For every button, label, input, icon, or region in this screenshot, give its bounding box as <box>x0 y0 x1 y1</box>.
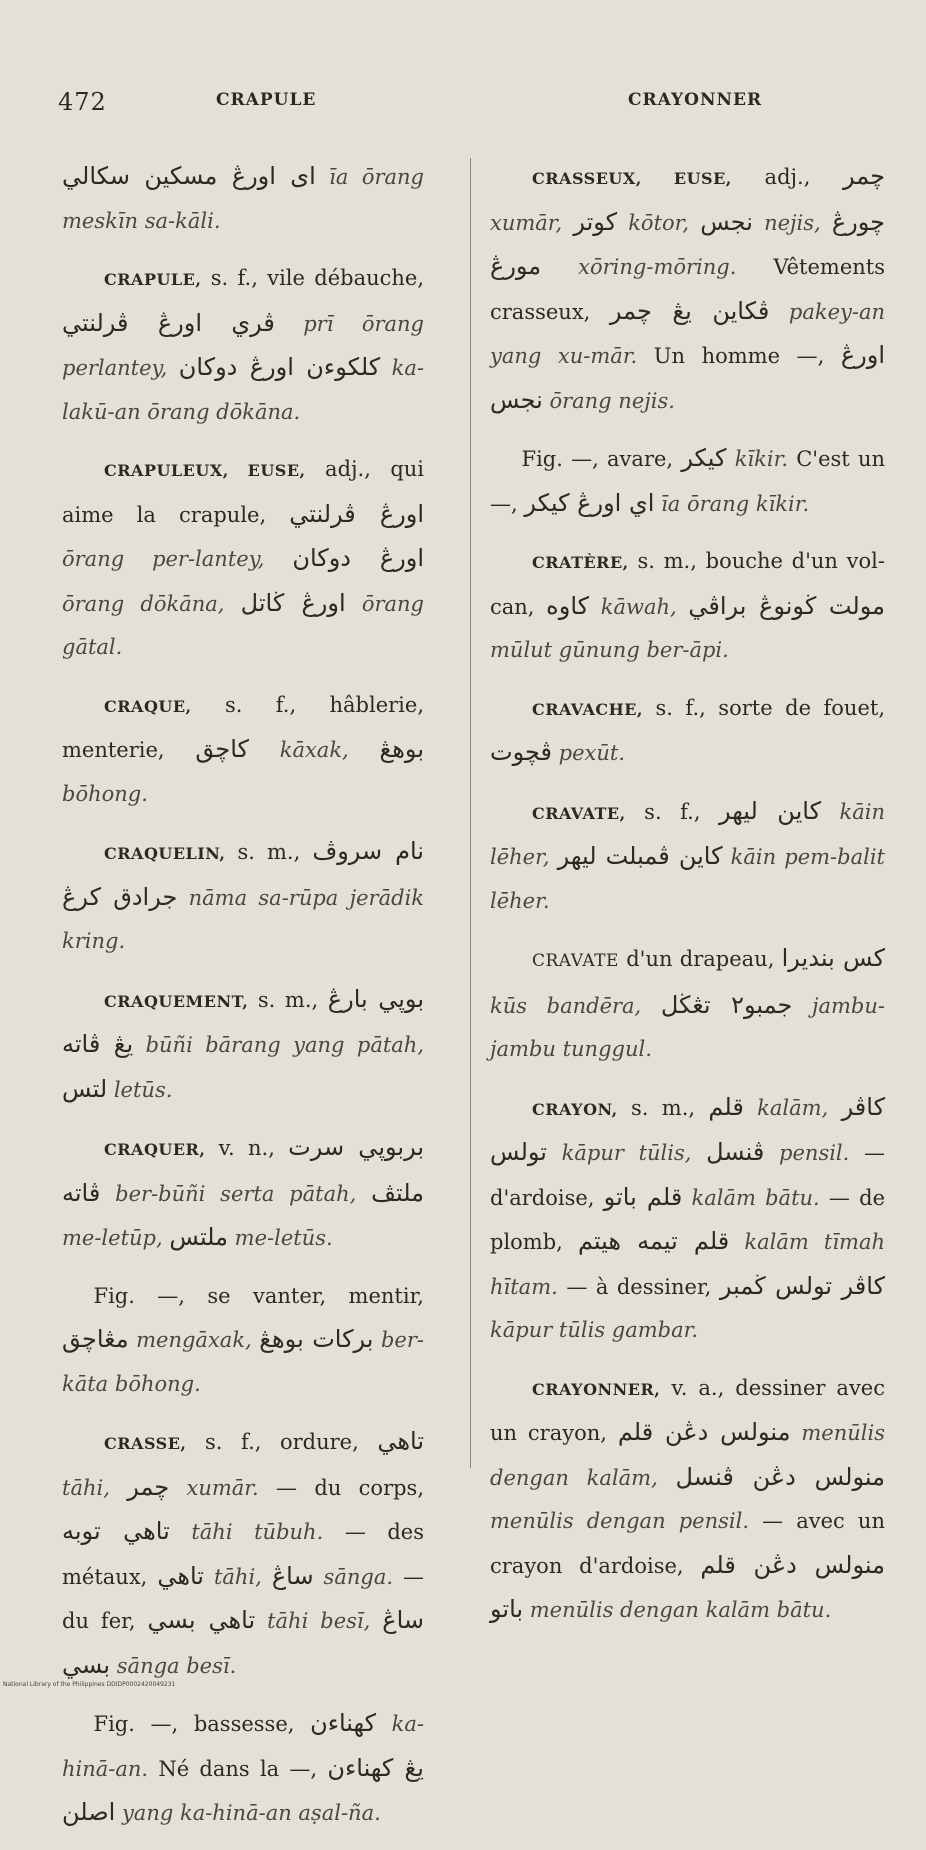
arabic-text: ملتڤ <box>371 1178 424 1207</box>
transliteration: nejis, <box>752 210 832 235</box>
arabic-text: ساڠ <box>271 1561 314 1590</box>
headword: CRAYONNER, <box>532 1379 661 1399</box>
right-guide-word: CRAYONNER <box>628 90 763 110</box>
definition-text: s. f., hâblerie, menterie, <box>62 692 424 762</box>
arabic-text: تاهي <box>377 1427 424 1455</box>
definition-text: — à dessiner, <box>566 1274 720 1299</box>
arabic-text: مڠاچق <box>62 1325 129 1353</box>
arabic-text: تاهي بسي <box>147 1606 256 1634</box>
arabic-text: بركات بوهڠ <box>259 1325 374 1353</box>
arabic-text: قلم <box>708 1092 744 1121</box>
transliteration: ōrang nejis. <box>542 388 675 413</box>
transliteration: tāhi, <box>62 1475 128 1500</box>
transliteration: prī ōrang perlantey, <box>62 311 424 380</box>
transliteration: kāxak, <box>248 738 380 762</box>
transliteration: būñi bārang yang pātah, <box>133 1033 424 1057</box>
page-number: 472 <box>58 88 107 116</box>
headword: CRAQUE, <box>104 696 192 716</box>
transliteration: īa ōrang meskīn sa-kāli. <box>62 165 424 233</box>
transliteration: kōtor, <box>617 210 701 235</box>
transliteration: ōrang gātal. <box>62 591 424 659</box>
entry-crayon <box>490 1086 885 1353</box>
arabic-text: بوهڠ <box>379 735 425 763</box>
arabic-text: نجس <box>700 207 753 236</box>
headword: CRAVACHE, <box>532 699 643 719</box>
headword: CRAQUEMENT, <box>104 991 249 1011</box>
definition-text: Fig. —, bassesse, <box>93 1712 311 1736</box>
right-column <box>490 155 885 1647</box>
headword: CRAVATE <box>532 951 619 971</box>
transliteration: tāhi tūbuh. <box>169 1520 345 1544</box>
arabic-text: ملتس <box>169 1223 228 1251</box>
transliteration: pexūt. <box>551 741 625 765</box>
definition-text: v. a., dessiner avec un crayon, <box>490 1375 885 1445</box>
definition-text: — du corps, <box>276 1475 425 1500</box>
definition-text: s. m., bouche d'un vol-can, <box>490 549 885 619</box>
headword: CRAYON, <box>532 1099 618 1119</box>
definition-text: — de plomb, <box>490 1185 885 1254</box>
entry-continuation <box>62 155 424 243</box>
transliteration: kāwah, <box>589 594 689 619</box>
transliteration: pensil. <box>764 1141 864 1165</box>
definition-text: Fig. —, avare, <box>521 447 682 471</box>
entry-craquement <box>62 978 424 1113</box>
arabic-text: لتس <box>62 1074 108 1103</box>
transliteration: xumār, <box>490 210 574 235</box>
headword: CRAQUER, <box>104 1140 206 1159</box>
definition-text: s. f., <box>625 799 719 824</box>
headword: CRASSEUX, EUSE, <box>532 169 732 188</box>
entry-craquer-figurative <box>62 1275 424 1407</box>
definition-text: s. m., <box>225 840 313 864</box>
headword: CRAVATE, <box>532 803 626 823</box>
transliteration: kūs bandēra, <box>490 993 661 1018</box>
transliteration: sānga besī. <box>110 1653 237 1678</box>
transliteration: me-letūs. <box>227 1226 333 1250</box>
entry-craque <box>62 684 424 817</box>
arabic-text: كاين ليهر <box>719 796 821 825</box>
arabic-text: جمبو٢ تڠڬل <box>660 990 793 1019</box>
transliteration: ka-lakū-an ōrang dōkāna. <box>62 356 424 424</box>
transliteration: tāhi, <box>203 1564 272 1589</box>
arabic-text: اورڠ نجس <box>490 341 885 414</box>
transliteration: kāin lēher, <box>490 799 885 869</box>
entry-crasse <box>62 1420 424 1688</box>
transliteration: kāpur tūlis gambar. <box>490 1318 699 1342</box>
definition-text: — avec un crayon d'ardoise, <box>490 1509 885 1578</box>
transliteration: mūlut gūnung ber-āpi. <box>490 638 729 662</box>
transliteration: menūlis dengan pensil. <box>490 1509 763 1533</box>
entry-cratere <box>490 540 885 673</box>
headword: CRATÈRE, <box>532 553 629 572</box>
arabic-text: كاوه <box>546 591 590 620</box>
arabic-text: منولس دڠن قلم <box>617 1418 791 1446</box>
transliteration: kalām tīmah hītam. <box>490 1230 885 1299</box>
transliteration: kāin pem-balit lēher. <box>490 845 885 913</box>
transliteration: jambu-jambu tunggul. <box>490 993 885 1061</box>
transliteration: ōrang per-lantey, <box>62 547 293 571</box>
transliteration: bōhong. <box>62 781 148 806</box>
definition-text: Fig. —, se vanter, mentir, <box>93 1283 424 1308</box>
transliteration: kāpur tūlis, <box>547 1141 707 1165</box>
entry-cravache <box>490 687 885 776</box>
definition-text: s. f., sorte de fouet, <box>642 695 885 720</box>
definition-text: v. n., <box>205 1136 289 1160</box>
arabic-text: اورڠ ڬاتل <box>240 588 346 617</box>
arabic-text: كلكوءن اورڠ دوكان <box>178 353 381 381</box>
definition-text: d'un drapeau, <box>618 947 782 971</box>
definition-text: — d'ardoise, <box>490 1141 885 1210</box>
arabic-text: ڤچوت <box>490 738 552 766</box>
entry-cravate-drapeau <box>490 937 885 1072</box>
arabic-text: كاڤر تولس <box>490 1092 886 1166</box>
definition-text: adj., <box>731 165 844 189</box>
transliteration: sānga. <box>313 1564 403 1589</box>
transliteration: xōring-mōring. <box>541 255 774 279</box>
arabic-text: مولت ڬونوڠ براڤي <box>688 591 885 620</box>
transliteration: me-letūp, <box>62 1226 170 1250</box>
entry-crapuleux <box>62 448 424 670</box>
arabic-text: چمر <box>843 162 885 190</box>
definition-text: Vêtements crasseux, <box>490 255 885 324</box>
arabic-text: كاين ڤمبلت ليهر <box>557 842 723 870</box>
left-guide-word: CRAPULE <box>216 90 317 110</box>
arabic-text: يڠ كهناءن اصلن <box>62 1753 424 1826</box>
arabic-text: منولس دڠن قلم باتو <box>490 1550 885 1623</box>
column-divider <box>470 158 471 1468</box>
transliteration: kīkir. <box>726 447 797 471</box>
headword: CRAQUELIN, <box>104 844 226 863</box>
transliteration: mengāxak, <box>128 1328 260 1352</box>
definition-text: adj., qui aime la crapule, <box>62 457 425 527</box>
transliteration: kalām bātu. <box>682 1185 829 1210</box>
arabic-text: منولس دڠن ڤنسل <box>675 1462 885 1491</box>
entry-cravate <box>490 790 885 924</box>
arabic-text: ڤري اورڠ ڤرلنتي <box>62 308 275 337</box>
entry-craquer <box>62 1126 424 1261</box>
arabic-text: كيكر <box>681 444 727 472</box>
arabic-text: كاڤر تولس ڬمبر <box>719 1271 886 1300</box>
definition-text: s. f., ordure, <box>186 1430 378 1454</box>
definition-text: — du fer, <box>62 1564 424 1633</box>
definition-text: — des métaux, <box>62 1520 425 1589</box>
arabic-text: كوتر <box>573 207 618 236</box>
definition-text: s. m., <box>248 987 328 1012</box>
entry-crapule <box>62 257 424 434</box>
headword: CRAPULE, <box>104 270 202 289</box>
arabic-text: نام سروڤ جرادق كرڠ <box>62 837 424 911</box>
entry-crasseux-figurative <box>490 437 885 526</box>
transliteration: xumār. <box>169 1475 277 1500</box>
arabic-text: اورڠ دوكان <box>292 544 424 572</box>
entry-crasse-figurative <box>62 1702 424 1836</box>
arabic-text: ڤكاين يڠ چمر <box>609 296 770 325</box>
arabic-text: كاچق <box>195 735 249 763</box>
arabic-text: بربوڽي سرت ڤاته <box>62 1133 424 1207</box>
definition-text: C'est un —, <box>490 447 885 516</box>
transliteration: yang ka-hinā-an aṣal-ña. <box>115 1801 381 1825</box>
transliteration: nāma sa-rūpa jerādik kring. <box>62 885 425 953</box>
arabic-text: ای اورڠ مسكين سكالي <box>62 162 316 190</box>
arabic-text: قلم تيمه هيتم <box>577 1227 730 1255</box>
arabic-text: چمر <box>127 1472 170 1501</box>
definition-text: Un homme —, <box>653 344 841 368</box>
headword: CRAPULEUX, EUSE, <box>104 461 306 480</box>
arabic-text: كهناءن <box>310 1709 377 1737</box>
entry-crasseux <box>490 155 885 423</box>
transliteration: tāhi besī, <box>255 1609 383 1633</box>
left-column <box>62 155 424 1850</box>
entry-crayonner <box>490 1367 885 1633</box>
transliteration: menūlis dengan kalām, <box>490 1421 885 1490</box>
arabic-text: تاهي توبه <box>62 1517 170 1545</box>
arabic-text: بوڽي بارڠ يڠ ڤاته <box>62 984 424 1058</box>
arabic-text: اورڠ ڤرلنتي <box>289 499 424 528</box>
headword: CRASSE, <box>104 1434 187 1453</box>
transliteration: ber-būñi serta pātah, <box>100 1181 372 1206</box>
transliteration: ka-hinā-an. <box>62 1712 424 1781</box>
arabic-text: تاهي <box>157 1561 204 1590</box>
transliteration: letūs. <box>107 1077 173 1102</box>
definition-text: s. m., <box>617 1095 709 1120</box>
transliteration: ōrang dōkāna, <box>62 591 241 616</box>
page-header <box>58 88 763 118</box>
arabic-text: اي اورڠ كيكر <box>524 488 655 517</box>
entry-craquelin <box>62 830 424 964</box>
transliteration: kalām, <box>743 1095 842 1120</box>
library-watermark: National Library of the Philippines DDIDP0002420049231 <box>3 1681 176 1688</box>
arabic-text: كس بنديرا <box>781 944 885 972</box>
arabic-text: قلم باتو <box>603 1182 683 1211</box>
definition-text: Né dans la —, <box>158 1756 328 1781</box>
arabic-text: ساڠ بسي <box>62 1606 424 1679</box>
transliteration: ber-kāta bōhong. <box>62 1328 424 1396</box>
arabic-text: چورڠ مورڠ <box>490 207 885 280</box>
transliteration: pakey-an yang xu-mār. <box>490 299 886 368</box>
transliteration: īa ōrang kīkir. <box>654 491 810 516</box>
definition-text: s. f., vile débauche, <box>201 266 424 290</box>
arabic-text: ڤنسل <box>706 1138 765 1166</box>
transliteration: menūlis dengan kalām bātu. <box>523 1598 832 1622</box>
